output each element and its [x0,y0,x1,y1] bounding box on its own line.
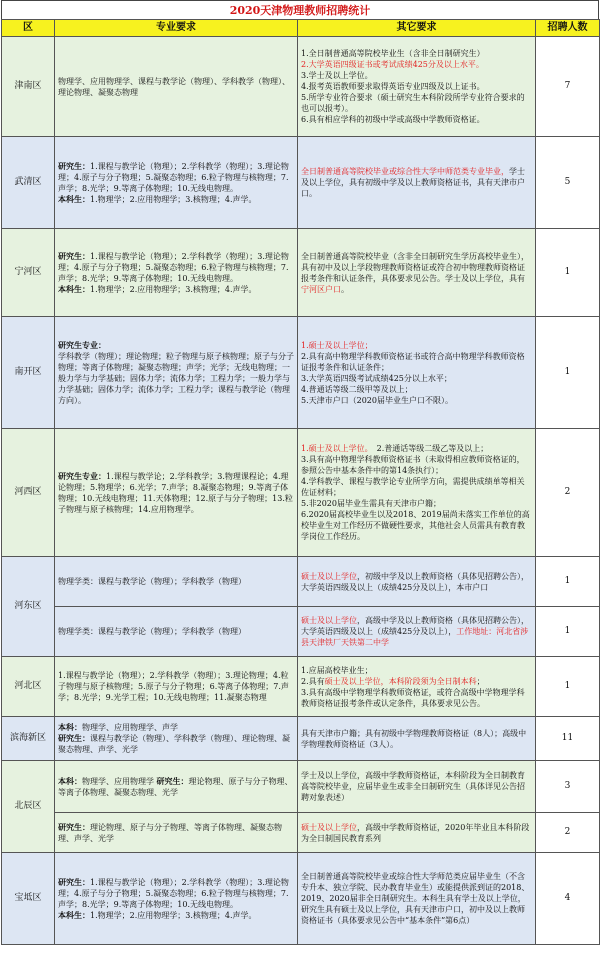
district-cell: 南开区 [2,317,55,429]
header-count: 招聘人数 [536,20,600,37]
count-cell: 1 [536,557,600,607]
major-cell: 研究生：理论物理、原子与分子物理、等离子体物理、凝聚态物理、声学、光学 [55,813,298,853]
district-cell: 河北区 [2,657,55,717]
table-row [2,607,600,657]
header-major: 专业要求 [55,20,298,37]
table-row [2,229,600,317]
count-cell: 7 [536,37,600,137]
table-row [2,317,600,429]
header-district: 区 [2,20,55,37]
district-cell: 滨海新区 [2,717,55,761]
header-other: 其它要求 [298,20,536,37]
count-cell: 2 [536,429,600,557]
other-cell: 全日制普通高等院校毕业或综合性大学师范类应届毕业生（不含专升本、独立学院、民办教育毕业生）或能提供派到证的2018、2019、2020届非全日制研究生。本科生具有学士及以上学位，研究生具有硕士及以上学位，具有天津市户口，初中及以上教师资格证书（具体要求见公告中“基本条件”第6点） [298,853,536,945]
table-row [2,429,600,557]
count-cell: 1 [536,317,600,429]
table-row [2,137,600,229]
district-cell: 河西区 [2,429,55,557]
major-cell: 研究生专业： 学科教学（物理）；理论物理；粒子物理与原子核物理；原子与分子物理；等离子体物理；凝聚态物理；声学；光学；无线电物理；一般力学与力学基础；固体力学；流体力学；工程力学；一般力学与力学基础；固体力学；流体力学；工程力学；课程与教学论（物理方向）。 [55,317,298,429]
table-row [2,761,600,813]
recruitment-table [1,19,600,945]
district-cell: 北辰区 [2,761,55,853]
other-cell: 1.全日制普通高等院校毕业生（含非全日制研究生） 2.大学英语四级证书或考试成绩425分及以上水平。 3.学士及以上学位。 4.报考英语教师要求取得英语专业四级及以上证书。 5.所学专业符合要求（硕士研究生本科阶段所学专业符合要求的也可以报考）。 6.具有相应学科的初级中学或高级中学教师资格证。 [298,37,536,137]
table-row [2,657,600,717]
table-row [2,853,600,945]
major-cell: 物理学类：课程与教学论（物理）；学科教学（物理） [55,607,298,657]
count-cell: 2 [536,813,600,853]
major-cell: 研究生：1.课程与教学论（物理）；2.学科教学（物理）；3.理论物理；4.原子与分子物理；5.凝聚态物理；6.粒子物理与核物理；7.声学；8.光学；9.等离子体物理；10.无线电物理。 本科生：1.物理学；2.应用物理学；3.核物理；4.声学。 [55,853,298,945]
count-cell: 1 [536,657,600,717]
table-row [2,557,600,607]
count-cell: 11 [536,717,600,761]
other-cell: 硕士及以上学位，高级中学教师资格证，2020年毕业且本科阶段为全日制国民教育系列 [298,813,536,853]
other-cell: 1.硕士及以上学位； 2.具有高中物理学科教师资格证书或符合高中物理学科教师资格证报考条件和认证条件； 3.大学英语四级考试成绩425分以上水平； 4.普通话等级二级甲等及以上； 5.天津市户口（2020届毕业生户口不限）。 [298,317,536,429]
district-cell: 宝坻区 [2,853,55,945]
other-cell: 硕士及以上学位，初级中学及以上教师资格（具体见招聘公告），大学英语四级及以上（成绩425分及以上），本市户口 [298,557,536,607]
major-cell: 物理学、应用物理学、课程与教学论（物理）、学科教学（物理）、理论物理、凝聚态物理 [55,37,298,137]
district-cell: 津南区 [2,37,55,137]
count-cell: 3 [536,761,600,813]
other-cell: 硕士及以上学位，高级中学及以上教师资格（具体见招聘公告），大学英语四级及以上（成绩425分及以上），工作地址：河北省涉县天津铁厂天铁第二中学 [298,607,536,657]
other-cell: 具有天津市户籍；具有初级中学物理教师资格证（8人）；高级中学物理教师资格证（3人）。 [298,717,536,761]
district-cell: 河东区 [2,557,55,657]
table-row [2,37,600,137]
other-cell: 全日制普通高等院校毕业或综合性大学中师范类专业毕业，学士及以上学位，具有初级中学及以上教师资格证书，具有天津市户口。 [298,137,536,229]
major-cell: 研究生：1.课程与教学论（物理）；2.学科教学（物理）；3.理论物理；4.原子与分子物理；5.凝聚态物理；6.粒子物理与核物理；7.声学；8.光学；9.等离子体物理；10.无线电物理。 本科生：1.物理学；2.应用物理学；3.核物理；4.声学。 [55,137,298,229]
table-row [2,717,600,761]
district-cell: 宁河区 [2,229,55,317]
other-cell: 学士及以上学位，高级中学教师资格证，本科阶段为全日制教育高等院校毕业，应届毕业生或非全日制研究生（具体详见公告招聘对象表述） [298,761,536,813]
header-row [2,20,600,37]
count-cell: 1 [536,607,600,657]
other-cell: 1.应届高校毕业生； 2.具有硕士及以上学位，本科阶段须为全日制本科； 3.具有高级中学物理学科教师资格证，或符合高级中学物理学科教师资格证报考条件或认定条件，具体要求见公告。 [298,657,536,717]
major-cell: 研究生：1.课程与教学论（物理）；2.学科教学（物理）；3.理论物理；4.原子与分子物理；5.凝聚态物理；6.粒子物理与核物理；7.声学；8.光学；9.等离子体物理；10.无线电物理。 本科生：1.物理学；2.应用物理学；3.核物理；4.声学。 [55,229,298,317]
major-cell: 研究生专业：1.课程与教学论；2.学科教学；3.物理课程论；4.理论物理；5.物理学；6.光学；7.声学；8.凝聚态物理；9.等离子体物理；10.无线电物理；11.天体物理；12.原子与分子物理；13.粒子物理与原子核物理；14.应用物理学。 [55,429,298,557]
major-cell: 本科：物理学、应用物理学、声学 研究生：课程与教学论（物理）、学科教学（物理）、理论物理、凝聚态物理、声学、光学 [55,717,298,761]
other-cell: 全日制普通高等院校毕业（含非全日制研究生学历高校毕业生），具有初中及以上学段物理教师资格证或符合初中物理教师资格证报考条件和认证条件，具体要求见公告。学士及以上学位，具有宁河区户口。 [298,229,536,317]
major-cell: 1.课程与教学论（物理）；2.学科教学（物理）；3.理论物理；4.粒子物理与原子核物理；5.原子与分子物理；6.等离子体物理；7.声学；8.光学；9.光学工程；10.无线电物理；11.凝聚态物理 [55,657,298,717]
count-cell: 1 [536,229,600,317]
count-cell: 4 [536,853,600,945]
other-cell: 1.硕士及以上学位。 2.普通话等级二级乙等及以上； 3.具有高中物理学科教师资格证书（未取得相应教师资格证的，参照公告中基本条件中的第14条执行）； 4.学科教学、课程与教学论专业所学方向，需提供成绩单等相关佐证材料； 5.非2020届毕业生需具有天津市户籍； 6.2020届高校毕业生以及2018、2019届尚未落实工作单位的高校毕业生对工作经历不做硬性要求，其他社会人员需具有教育教学岗位工作经历。 [298,429,536,557]
count-cell: 5 [536,137,600,229]
sheet-title: 2020天津物理教师招聘统计 [1,0,599,19]
district-cell: 武清区 [2,137,55,229]
major-cell: 本科：物理学、应用物理学 研究生：理论物理、原子与分子物理、等离子体物理、凝聚态物理、光学 [55,761,298,813]
major-cell: 物理学类：课程与教学论（物理）；学科教学（物理） [55,557,298,607]
table-row [2,813,600,853]
